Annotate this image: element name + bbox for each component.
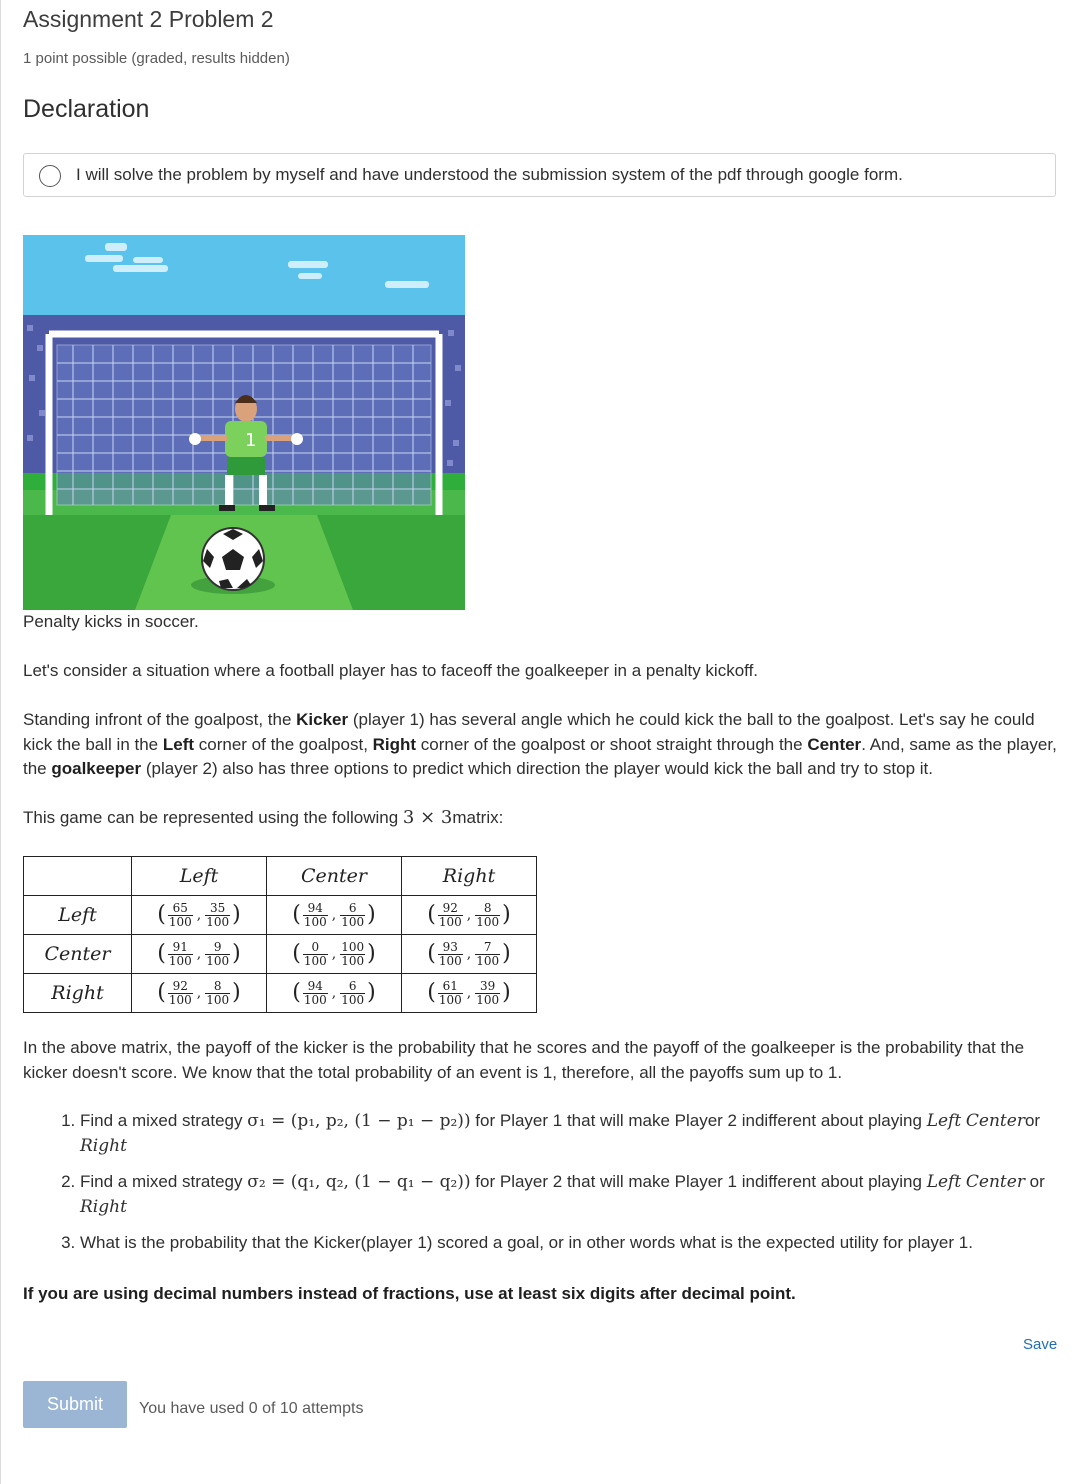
math-right: Right [80, 1135, 127, 1156]
goalkeeper-payoff-fraction [475, 980, 500, 1007]
text-run: Find a mixed strategy [80, 1172, 248, 1191]
comma: , [466, 946, 472, 962]
payoff-pair [157, 902, 240, 929]
intro-paragraph: Let's consider a situation where a football player has to faceoff the goalkeeper in a penalty kickoff. [23, 661, 759, 680]
paren-open: ( [157, 941, 166, 966]
col-header-right: Right [402, 857, 537, 896]
payoff-pair [427, 902, 510, 929]
payoff-pair [292, 941, 375, 968]
paren-close: ) [232, 902, 241, 927]
matrix-row-center [24, 935, 537, 974]
matrix-intro [23, 806, 1058, 831]
kicker-payoff-fraction [438, 980, 463, 1007]
paren-open: ( [292, 941, 301, 966]
sigma2-math: σ₂ = (q₁, q₂, (1 − q₁ − q₂)) [247, 1172, 471, 1192]
payoff-cell [267, 935, 402, 974]
payoff-pair [292, 980, 375, 1007]
goalkeeper-term: goalkeeper [51, 759, 142, 778]
goalkeeper-payoff-fraction [340, 980, 365, 1007]
fraction-denominator: 100 [438, 953, 462, 968]
fraction-numerator: 61 [442, 978, 458, 993]
question-list [23, 1109, 1063, 1268]
kicker-payoff-fraction [303, 941, 328, 968]
problem-title: Assignment 2 Problem 2 [23, 6, 274, 32]
payoff-explanation: In the above matrix, the payoff of the kicker is the probability that he scores and the payoff of the goalkeeper is the probability that the kicker doesn't score. We know that the total probability of an event is 1, therefore, all the payoffs sum up to 1. [23, 1038, 1025, 1082]
payoff-pair [157, 941, 240, 968]
right-term: Right [372, 734, 417, 754]
center-term: Center [807, 734, 862, 754]
comma: , [196, 946, 202, 962]
goalkeeper-payoff-fraction [205, 902, 230, 929]
math-left: Left [926, 1111, 962, 1131]
fraction-denominator: 100 [206, 992, 230, 1007]
fraction-denominator: 100 [341, 992, 365, 1007]
paren-close: ) [502, 902, 511, 927]
kicker-payoff-fraction [168, 941, 193, 968]
question-3: 3. What is the probability that the Kicker(player 1) scored a goal, or in other words what is the expected utility for player 1. [80, 1231, 1063, 1256]
goalkeeper-payoff-fraction [340, 902, 365, 929]
fraction-numerator: 35 [210, 900, 226, 915]
text-run: corner of the goalpost or shoot straight through the [416, 734, 808, 754]
paren-open: ( [292, 902, 301, 927]
text-run: This game can be represented using the following [23, 808, 403, 827]
payoff-pair [157, 980, 240, 1007]
payoff-pair [292, 902, 375, 929]
kicker-payoff-fraction [168, 902, 193, 929]
jersey-number: 1 [245, 430, 257, 451]
figure-caption: Penalty kicks in soccer. [23, 612, 199, 631]
fraction-denominator: 100 [206, 914, 230, 929]
decimal-note: If you are using decimal numbers instead of fractions, use at least six digits after decimal point. [23, 1284, 796, 1303]
payoff-cell [402, 935, 537, 974]
save-button[interactable]: Save [1023, 1336, 1058, 1353]
fraction-denominator: 100 [476, 914, 500, 929]
payoff-cell [267, 974, 402, 1013]
fraction-numerator: 39 [480, 978, 496, 993]
fraction-denominator: 100 [168, 953, 192, 968]
row-header-center: Center [24, 935, 132, 974]
paren-close: ) [367, 980, 376, 1005]
comma: , [331, 907, 337, 923]
col-header-center: Center [267, 857, 402, 896]
text-run: matrix: [452, 808, 504, 827]
fraction-denominator: 100 [303, 953, 327, 968]
fraction-numerator: 6 [348, 978, 357, 993]
payoff-matrix [23, 856, 537, 1013]
fraction-numerator: 65 [172, 900, 188, 915]
fraction-denominator: 100 [476, 953, 500, 968]
goalkeeper-payoff-fraction [205, 941, 230, 968]
text-run: (player 2) also has three options to predict which direction the player would kick the ball and try to stop it. [141, 759, 933, 778]
fraction-numerator: 8 [483, 900, 492, 915]
left-term: Left [162, 734, 195, 754]
declaration-choice[interactable] [23, 153, 1056, 197]
fraction-numerator: 0 [311, 939, 320, 954]
fraction-denominator: 100 [476, 992, 500, 1007]
fraction-denominator: 100 [206, 953, 230, 968]
math-center: Center [965, 1172, 1025, 1192]
text-run: for Player 2 that will make Player 1 indifferent about playing [470, 1172, 927, 1191]
comma: , [331, 985, 337, 1001]
payoff-cell [132, 974, 267, 1013]
left-divider [0, 0, 1, 1484]
comma: , [466, 907, 472, 923]
goalkeeper-payoff-fraction [475, 902, 500, 929]
paren-close: ) [367, 902, 376, 927]
sky [23, 235, 465, 315]
fraction-numerator: 93 [442, 939, 458, 954]
paren-open: ( [157, 902, 166, 927]
kicker-term: Kicker [296, 710, 349, 729]
text-run: . And, same as the player, the [23, 734, 1057, 778]
fraction-numerator: 92 [172, 978, 188, 993]
payoff-cell [132, 935, 267, 974]
payoff-pair [427, 941, 510, 968]
declaration-choice-label[interactable]: I will solve the problem by myself and have understood the submission system of the pdf through google form. [76, 165, 903, 184]
fraction-denominator: 100 [168, 992, 192, 1007]
fraction-denominator: 100 [168, 914, 192, 929]
kicker-payoff-fraction [303, 980, 328, 1007]
paren-open: ( [427, 941, 436, 966]
payoff-cell [267, 896, 402, 935]
sigma1-math: σ₁ = (p₁, p₂, (1 − p₁ − p₂)) [247, 1111, 471, 1131]
options-paragraph [23, 708, 1058, 782]
declaration-heading: Declaration [23, 95, 150, 123]
fraction-denominator: 100 [438, 992, 462, 1007]
kicker-payoff-fraction [438, 941, 463, 968]
goalkeeper-payoff-fraction [340, 941, 365, 968]
fraction-denominator: 100 [303, 992, 327, 1007]
fraction-numerator: 6 [348, 900, 357, 915]
attempts-counter: You have used 0 of 10 attempts [139, 1400, 364, 1417]
payoff-cell [402, 896, 537, 935]
fraction-numerator: 91 [172, 939, 188, 954]
question-1 [80, 1109, 1063, 1158]
matrix-row-left [24, 896, 537, 935]
text-run: or [1024, 1111, 1041, 1130]
matrix-corner [24, 857, 132, 896]
fraction-denominator: 100 [341, 914, 365, 929]
text-run: or [1024, 1172, 1045, 1191]
comma: , [196, 985, 202, 1001]
goalkeeper-payoff-fraction [205, 980, 230, 1007]
fraction-numerator: 100 [341, 939, 365, 954]
payoff-pair [427, 980, 510, 1007]
paren-close: ) [367, 941, 376, 966]
fraction-numerator: 7 [483, 939, 492, 954]
paren-open: ( [157, 980, 166, 1005]
kicker-payoff-fraction [168, 980, 193, 1007]
paren-open: ( [427, 980, 436, 1005]
payoff-cell [402, 974, 537, 1013]
comma: , [196, 907, 202, 923]
penalty-kick-illustration [23, 235, 465, 610]
text-run: Find a mixed strategy [80, 1111, 248, 1130]
matrix-header-row [24, 857, 537, 896]
payoff-cell [132, 896, 267, 935]
paren-close: ) [232, 941, 241, 966]
paren-open: ( [427, 902, 436, 927]
fraction-denominator: 100 [303, 914, 327, 929]
fraction-numerator: 94 [307, 900, 323, 915]
text-run: for Player 1 that will make Player 2 indifferent about playing [470, 1111, 927, 1130]
points-info: 1 point possible (graded, results hidden) [23, 50, 290, 67]
fraction-denominator: 100 [438, 914, 462, 929]
matrix-size-math: 3 × 3 [402, 807, 453, 828]
col-header-left: Left [132, 857, 267, 896]
paren-close: ) [502, 980, 511, 1005]
submit-button[interactable]: Submit [23, 1381, 127, 1428]
declaration-radio[interactable] [39, 165, 61, 187]
row-header-right: Right [24, 974, 132, 1013]
paren-close: ) [232, 980, 241, 1005]
text-run: Standing infront of the goalpost, the [23, 710, 297, 729]
paren-close: ) [502, 941, 511, 966]
comma: , [466, 985, 472, 1001]
text-run: corner of the goalpost, [194, 734, 373, 754]
paren-open: ( [292, 980, 301, 1005]
fraction-numerator: 94 [307, 978, 323, 993]
fraction-numerator: 8 [213, 978, 222, 993]
math-left: Left [926, 1172, 962, 1192]
kicker-payoff-fraction [303, 902, 328, 929]
fraction-numerator: 92 [442, 900, 458, 915]
math-center: Center [965, 1111, 1025, 1131]
goalkeeper-payoff-fraction [475, 941, 500, 968]
question-2 [80, 1170, 1063, 1219]
fraction-numerator: 9 [213, 939, 222, 954]
kicker-payoff-fraction [438, 902, 463, 929]
comma: , [331, 946, 337, 962]
row-header-left: Left [24, 896, 132, 935]
matrix-row-right [24, 974, 537, 1013]
math-right: Right [80, 1196, 127, 1217]
fraction-denominator: 100 [341, 953, 365, 968]
text-run: (player 1) has several angle which he could kick the ball to the goalpost. Let's say he could kick the ball in the [23, 710, 1035, 754]
